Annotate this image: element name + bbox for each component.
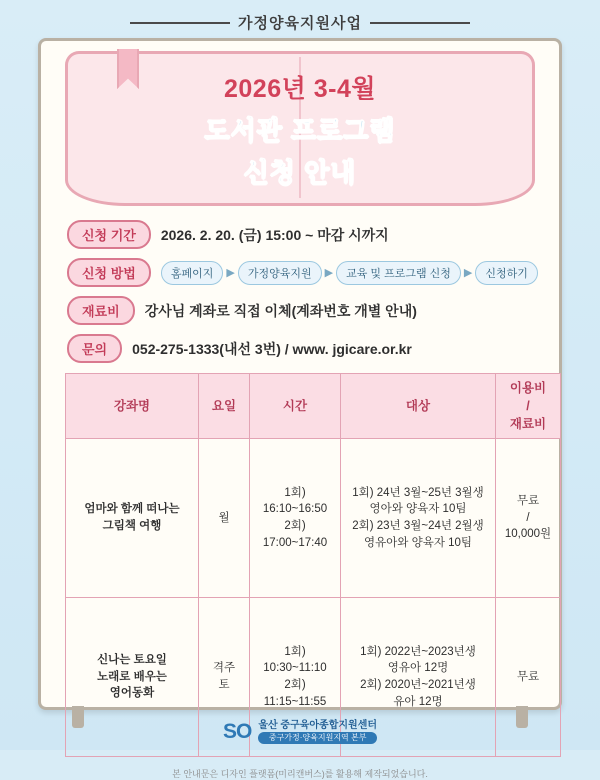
cell-target	[341, 439, 496, 598]
cell-fee	[496, 439, 561, 598]
header-year: 2026년 3-4월	[224, 74, 376, 103]
cell-day	[199, 439, 250, 598]
label-contact: 문의	[67, 334, 122, 363]
organization-logo	[0, 720, 600, 745]
course-name-line3: 영어동화	[109, 687, 155, 700]
course-name-line1: 신나는 토요일	[97, 653, 167, 666]
footer-note: 본 안내문은 디자인 플랫폼(미리캔버스)를 활용해 제작되었습니다.	[172, 769, 428, 779]
top-ribbon	[0, 12, 600, 33]
cell-course-name	[66, 439, 199, 598]
book-header	[65, 51, 535, 206]
step-homepage[interactable]: 홈페이지	[161, 261, 224, 285]
info-row-period	[67, 220, 537, 249]
label-application-period: 신청 기간	[67, 220, 151, 249]
value-application-period: 2026. 2. 20. (금) 15:00 ~ 마감 시까지	[160, 226, 389, 243]
target-line4: 유아 12명	[393, 695, 443, 708]
header-fee-line1: 이용비	[509, 380, 547, 395]
chevron-right-icon: ▶	[226, 267, 235, 279]
header-course-name: 강좌명	[66, 374, 199, 439]
time-line2: 2회) 17:00~17:40	[262, 520, 328, 549]
info-section	[67, 220, 537, 363]
day-line1: 월	[218, 511, 230, 524]
chevron-right-icon: ▶	[324, 267, 334, 279]
ribbon-title: 가정양육지원사업	[238, 15, 362, 32]
header-day: 요일	[199, 374, 250, 439]
target-line4: 영유아와 양육자 10팀	[363, 536, 473, 549]
header-time: 시간	[250, 374, 341, 439]
target-line1: 1회) 2022년~2023년생	[360, 645, 476, 658]
header-fee-line2: /	[526, 398, 530, 413]
header-text-group	[65, 51, 535, 206]
header-fee	[496, 374, 561, 439]
logo-sub-text: 중구가정·양육지원지역 본부	[258, 732, 377, 744]
target-line1: 1회) 24년 3월~25년 3월생	[352, 486, 484, 499]
target-line3: 2회) 23년 3월~24년 2월생	[352, 520, 484, 532]
header-title-line2: 신청 안내	[243, 156, 357, 187]
logo-text-group	[258, 720, 377, 745]
label-application-method: 신청 방법	[67, 258, 151, 287]
step-home-care-support[interactable]: 가정양육지원	[238, 261, 322, 285]
course-name-line1: 엄마와 함께 떠나는	[84, 503, 180, 516]
cell-time	[250, 439, 341, 598]
info-row-material-fee	[67, 296, 537, 325]
target-line2: 영아와 양육자 10팀	[369, 503, 467, 516]
logo-main-text: 울산 중구육아종합지원센터	[258, 719, 378, 731]
info-row-contact	[67, 334, 537, 363]
time-line2: 2회) 11:15~11:55	[263, 679, 327, 708]
program-table	[65, 373, 561, 757]
chevron-right-icon: ▶	[463, 267, 473, 279]
course-name-line2: 그림책 여행	[102, 520, 162, 532]
value-material-fee: 강사님 계좌로 직접 이체(계좌번호 개별 안내)	[144, 302, 417, 319]
table-header-row	[66, 374, 561, 439]
course-name-line2: 노래로 배우는	[97, 670, 167, 683]
fee-line1: 무료	[516, 670, 540, 683]
label-material-fee: 재료비	[67, 296, 135, 325]
ribbon-line-right	[370, 22, 470, 24]
fee-line2: /	[526, 511, 530, 524]
logo-mark-icon: SO	[222, 719, 252, 743]
day-line1: 격주	[212, 662, 236, 675]
target-line3: 2회) 2020년~2021년생	[360, 679, 476, 691]
day-line2: 토	[218, 679, 230, 691]
header-title-line1: 도서관 프로그램	[204, 114, 396, 145]
application-steps	[161, 261, 538, 285]
header-target: 대상	[341, 374, 496, 439]
time-line1: 1회) 16:10~16:50	[262, 486, 328, 516]
ribbon-line-left	[130, 22, 230, 24]
step-submit[interactable]: 신청하기	[475, 261, 538, 285]
table-row	[66, 439, 561, 598]
info-row-method	[67, 258, 537, 287]
target-line2: 영유아 12명	[387, 662, 449, 675]
step-program-apply[interactable]: 교육 및 프로그램 신청	[336, 261, 461, 285]
header-fee-line3: 재료비	[509, 417, 547, 432]
fee-line3: 10,000원	[504, 528, 552, 541]
fee-line1: 무료	[516, 494, 540, 507]
time-line1: 1회) 10:30~11:10	[263, 645, 327, 675]
value-contact: 052-275-1333(내선 3번) / www. jgicare.or.kr	[132, 340, 412, 357]
